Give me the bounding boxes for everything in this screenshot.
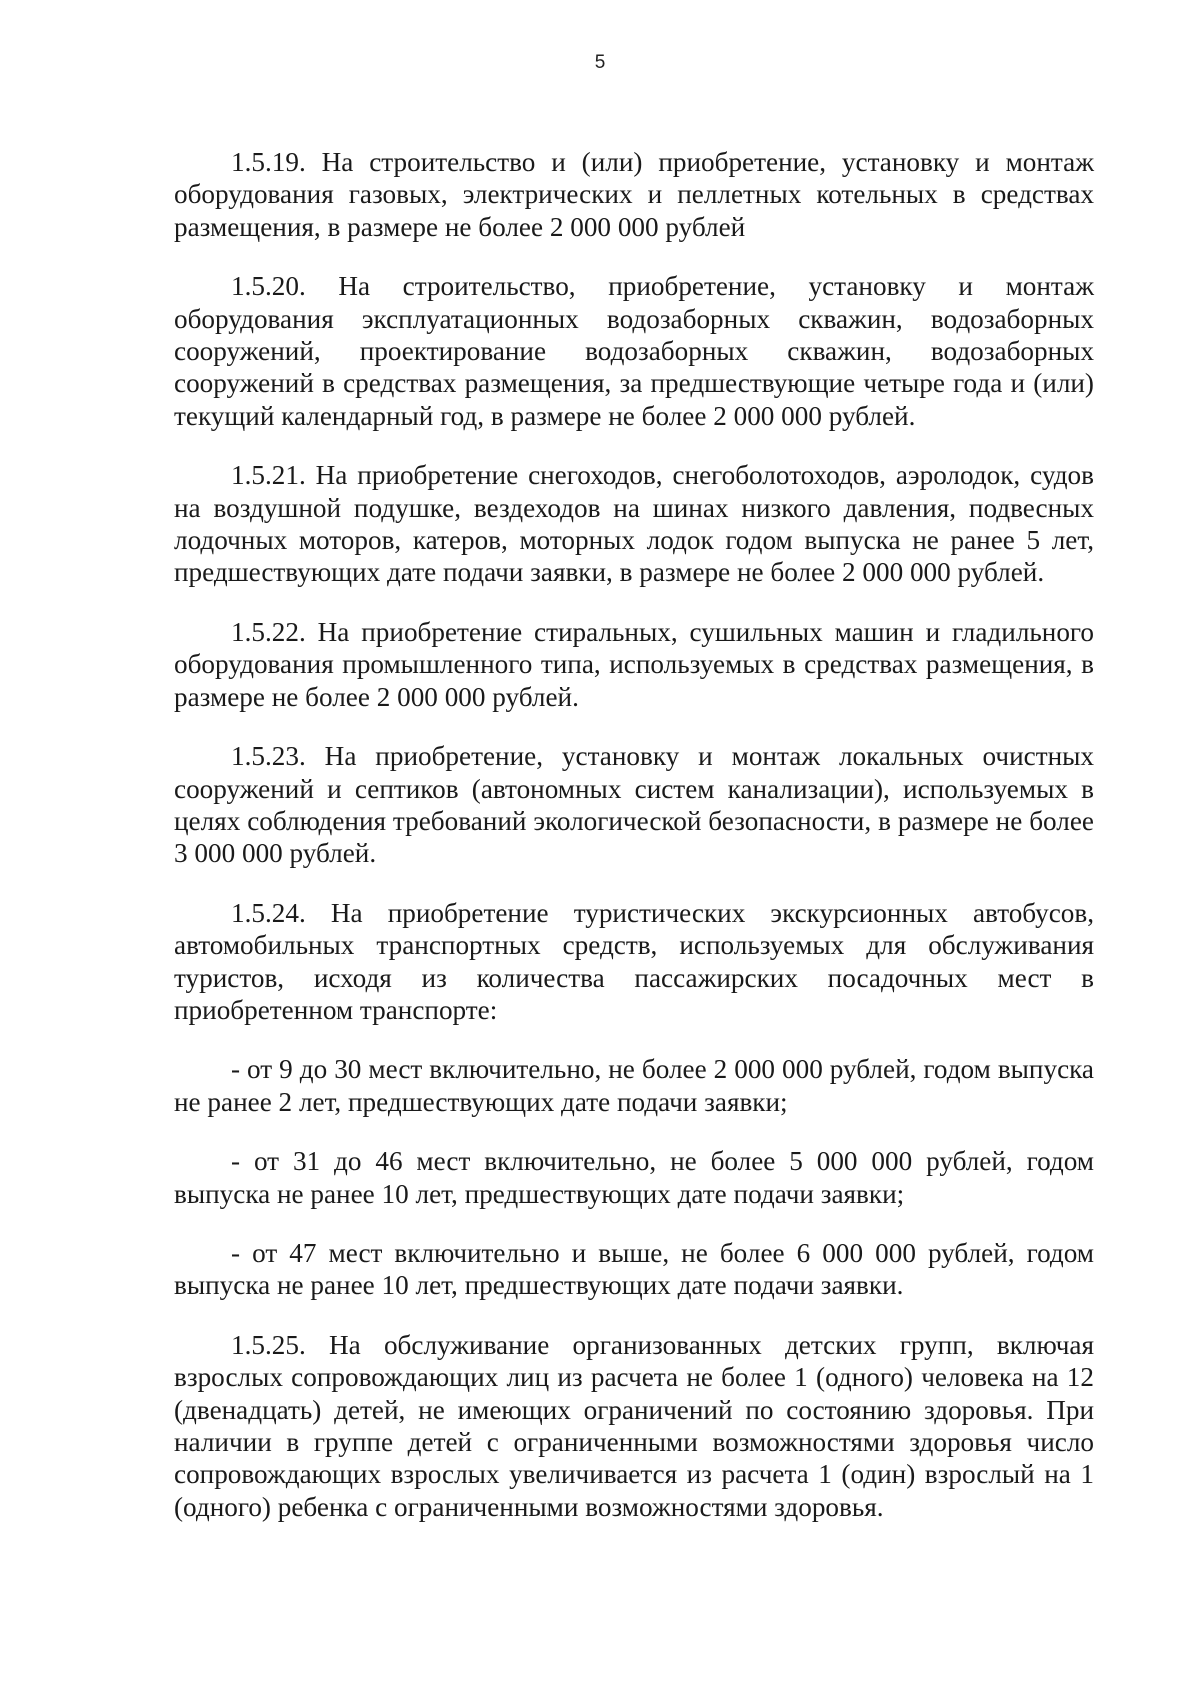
- list-item-47-plus-seats: - от 47 мест включительно и выше, не более 6 000 000 рублей, годом выпуска не ранее 10 лет, предшествующих дате подачи заявки.: [174, 1237, 1094, 1301]
- paragraph-1-5-21: 1.5.21. На приобретение снегоходов, снегоболотоходов, аэролодок, судов на воздушной подушке, вездеходов на шинах низкого давления, подвесных лодочных моторов, катеров, моторных лодок годом выпуска не ранее 5 лет, предшествующих дате подачи заявки, в размере не более 2 000 000 рублей.: [174, 460, 1094, 588]
- list-item-31-46-seats: - от 31 до 46 мест включительно, не более 5 000 000 рублей, годом выпуска не ранее 10 лет, предшествующих дате подачи заявки;: [174, 1146, 1094, 1209]
- paragraph-1-5-24: 1.5.24. На приобретение туристических экскурсионных автобусов, автомобильных транспортных средств, используемых для обслуживания туристов, исходя из количества пассажирских посадочных мест в приобретенном транспорте:: [174, 897, 1094, 1025]
- page-number: 5: [594, 52, 606, 73]
- document-body: [174, 146, 1094, 1550]
- paragraph-1-5-22: 1.5.22. На приобретение стиральных, сушильных машин и гладильного оборудования промышленного типа, используемых в средствах размещения, в размере не более 2 000 000 рублей.: [174, 616, 1094, 712]
- list-item-9-30-seats: - от 9 до 30 мест включительно, не более 2 000 000 рублей, годом выпуска не ранее 2 лет, предшествующих дате подачи заявки;: [174, 1054, 1094, 1117]
- paragraph-1-5-23: 1.5.23. На приобретение, установку и монтаж локальных очистных сооружений и септиков (автономных систем канализации), используемых в целях соблюдения требований экологической безопасности, в размере не более 3 000 000 рублей.: [174, 741, 1094, 869]
- paragraph-1-5-25: 1.5.25. На обслуживание организованных детских групп, включая взрослых сопровождающих лиц из расчета не более 1 (одного) человека на 12 (двенадцать) детей, не имеющих ограничений по состоянию здоровья. При наличии в группе детей с ограниченными возможностями здоровья число сопровождающих взрослых увеличивается из расчета 1 (один) взрослый на 1 (одного) ребенка с ограниченными возможностями здоровья.: [174, 1329, 1094, 1522]
- paragraph-1-5-20: 1.5.20. На строительство, приобретение, установку и монтаж оборудования эксплуатационных водозаборных скважин, водозаборных сооружений, проектирование водозаборных скважин, водозаборных сооружений в средствах размещения, за предшествующие четыре года и (или) текущий календарный год, в размере не более 2 000 000 рублей.: [174, 271, 1094, 431]
- paragraph-1-5-19: 1.5.19. На строительство и (или) приобретение, установку и монтаж оборудования газовых, электрических и пеллетных котельных в средствах размещения, в размере не более 2 000 000 рублей: [174, 147, 1094, 242]
